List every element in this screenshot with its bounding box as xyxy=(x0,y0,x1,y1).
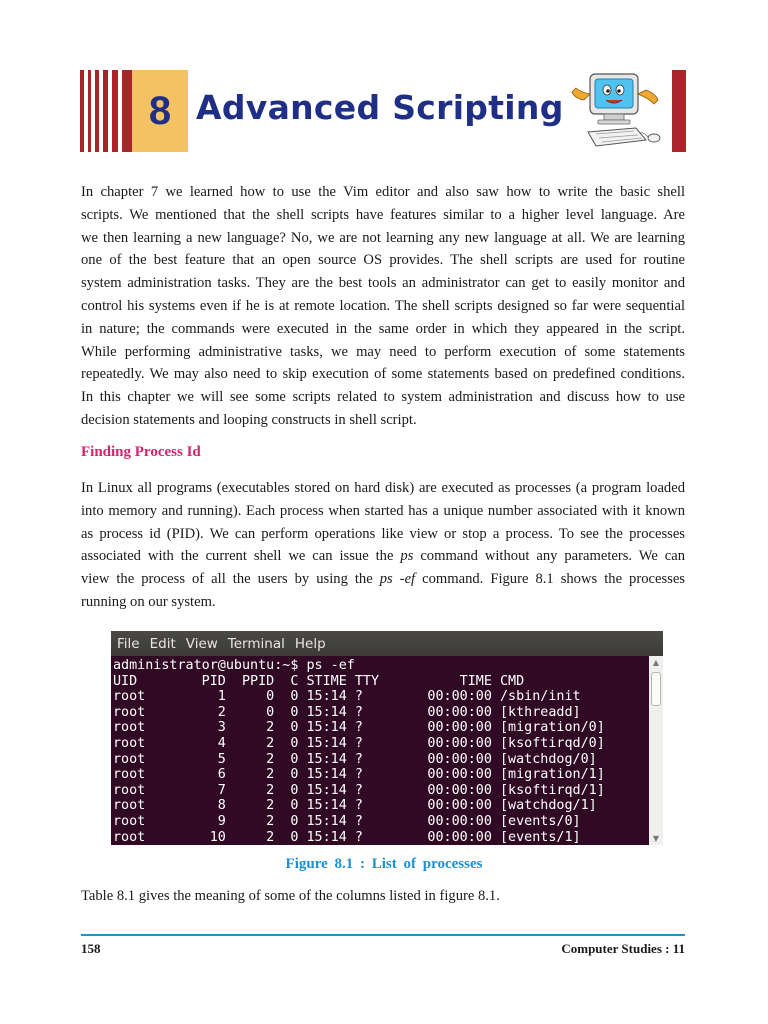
terminal-line: root 8 2 0 15:14 ? 00:00:00 [watchdog/1] xyxy=(113,798,597,814)
text-run: command. Figure 8.1 shows the processes xyxy=(415,571,685,588)
text-run: view the process of all the users by using the xyxy=(81,571,380,588)
intro-line: decision statements and looping constructs in shell script. xyxy=(81,411,417,428)
menu-view[interactable]: View xyxy=(185,635,218,652)
closing-paragraph xyxy=(81,885,685,908)
terminal-line: root 3 2 0 15:14 ? 00:00:00 [migration/0] xyxy=(113,720,605,736)
section-heading: Finding Process Id xyxy=(81,444,201,460)
page-number: 158 xyxy=(81,941,101,956)
terminal-menubar xyxy=(111,631,663,656)
chapter-header xyxy=(80,70,686,152)
chapter-number: 8 xyxy=(148,88,172,133)
intro-line: repeatedly. We may also need to skip execution of some statements based on predefined conditions. xyxy=(81,366,685,383)
menu-file[interactable]: File xyxy=(117,635,140,652)
scroll-up-icon[interactable]: ▲ xyxy=(652,658,660,667)
process-line xyxy=(81,568,685,591)
terminal-line: root 5 2 0 15:14 ? 00:00:00 [watchdog/0] xyxy=(113,751,597,767)
intro-line: we then learning a new language? No, we are not learning any new language at all. We are learning xyxy=(81,229,685,246)
terminal-line: root 1 0 0 15:14 ? 00:00:00 /sbin/init xyxy=(113,689,581,705)
process-line: into memory and running). Each process when started has a unique number associated with it known xyxy=(81,502,685,519)
terminal-line: root 9 2 0 15:14 ? 00:00:00 [events/0] xyxy=(113,813,581,829)
decorative-bar xyxy=(672,70,686,152)
footer-book-title: Computer Studies : 11 xyxy=(561,941,685,956)
computer-mascot-icon xyxy=(566,70,666,152)
decorative-stripes xyxy=(80,70,132,152)
scrollbar-thumb[interactable] xyxy=(651,672,661,706)
closing-line: Table 8.1 gives the meaning of some of the columns listed in figure 8.1. xyxy=(81,888,500,904)
terminal-line: root 7 2 0 15:14 ? 00:00:00 [ksoftirqd/1] xyxy=(113,782,605,798)
footer-rule xyxy=(81,934,685,936)
text-run: command without any parameters. We can xyxy=(413,548,685,565)
terminal-scrollbar[interactable] xyxy=(649,656,663,845)
terminal-line: root 10 2 0 15:14 ? 00:00:00 [events/1] xyxy=(113,829,581,845)
intro-paragraph xyxy=(81,181,685,432)
process-line xyxy=(81,545,685,568)
process-line: running on our system. xyxy=(81,593,216,610)
terminal-line: UID PID PPID C STIME TTY TIME CMD xyxy=(113,673,525,689)
terminal-line: root 4 2 0 15:14 ? 00:00:00 [ksoftirqd/0] xyxy=(113,735,605,751)
menu-help[interactable]: Help xyxy=(294,635,326,652)
process-paragraph xyxy=(81,477,685,614)
intro-line: scripts. We mentioned that the shell scripts have features similar to a higher level language. Are xyxy=(81,206,685,223)
intro-line: system administration tasks. They are the best tools an administrator can get to easily monitor and xyxy=(81,275,685,292)
terminal-output xyxy=(111,656,647,845)
chapter-title: Advanced Scripting xyxy=(196,88,564,127)
text-run: associated with the current shell we can issue the xyxy=(81,548,401,565)
terminal-line: root 2 0 0 15:14 ? 00:00:00 [kthreadd] xyxy=(113,704,581,720)
menu-edit[interactable]: Edit xyxy=(149,635,176,652)
menu-terminal[interactable]: Terminal xyxy=(227,635,285,652)
intro-line: In this chapter we will see some scripts related to system administration and discuss how to use xyxy=(81,389,685,406)
terminal-line: administrator@ubuntu:~$ ps -ef xyxy=(113,658,355,673)
terminal-window xyxy=(111,631,663,845)
inline-command: ps xyxy=(400,548,414,565)
intro-line: one of the best feature that an open source OS provides. The shell scripts are used for routine xyxy=(81,252,685,269)
inline-command: ps -ef xyxy=(379,571,416,588)
process-line: as process id (PID). We can perform operations like view or stop a process. To see the processes xyxy=(81,525,685,542)
process-line: In Linux all programs (executables stored on hard disk) are executed as processes (a program loaded xyxy=(81,480,685,496)
terminal-line: root 6 2 0 15:14 ? 00:00:00 [migration/1] xyxy=(113,767,605,783)
intro-line: In chapter 7 we learned how to use the Vim editor and also saw how to write the basic shell xyxy=(81,184,685,200)
intro-line: While performing administrative tasks, we may need to perform execution of some statements xyxy=(81,343,685,360)
scroll-down-icon[interactable]: ▼ xyxy=(652,834,660,843)
intro-line: control his systems even if he is at remote location. The shell scripts designed so far were sequential xyxy=(81,297,685,314)
figure-caption: Figure 8.1 : List of processes xyxy=(285,856,483,872)
intro-line: in nature; the commands were executed in the same order in which they appeared in the script. xyxy=(81,320,685,337)
chapter-number-box xyxy=(132,70,188,152)
